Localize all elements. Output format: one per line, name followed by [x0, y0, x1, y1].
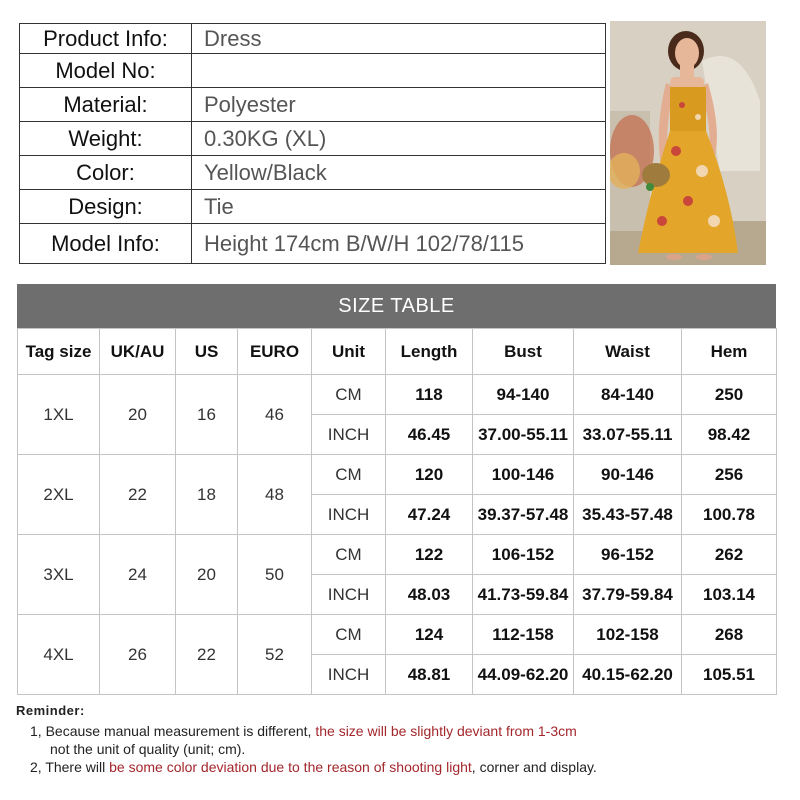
reminder-text: , corner and display.: [471, 759, 597, 775]
uk-size-cell: 26: [100, 615, 176, 695]
tag-size-cell: 4XL: [18, 615, 100, 695]
info-label: Model No:: [20, 54, 192, 88]
bust-cell: 106-152: [473, 535, 574, 575]
uk-size-cell: 22: [100, 455, 176, 535]
table-row: [18, 455, 777, 495]
length-cell: 48.81: [386, 655, 473, 695]
waist-cell: 40.15-62.20: [574, 655, 682, 695]
reminder-line-1-cont: not the unit of quality (unit; cm).: [50, 741, 246, 757]
unit-cell: CM: [312, 455, 386, 495]
bust-cell: 100-146: [473, 455, 574, 495]
hem-cell: 105.51: [682, 655, 777, 695]
product-info-table: [19, 23, 606, 264]
euro-size-cell: 50: [238, 535, 312, 615]
table-row: [18, 375, 777, 415]
euro-size-cell: 48: [238, 455, 312, 535]
unit-cell: INCH: [312, 415, 386, 455]
header-cell: UK/AU: [100, 329, 176, 375]
header-cell: EURO: [238, 329, 312, 375]
waist-cell: 90-146: [574, 455, 682, 495]
info-row-weight: [20, 122, 606, 156]
reminder-text: 1, Because manual measurement is different,: [30, 723, 316, 739]
bust-cell: 44.09-62.20: [473, 655, 574, 695]
size-table-section: [17, 284, 776, 695]
bust-cell: 39.37-57.48: [473, 495, 574, 535]
hem-cell: 268: [682, 615, 777, 655]
unit-cell: INCH: [312, 655, 386, 695]
header-cell: Waist: [574, 329, 682, 375]
info-value: Height 174cm B/W/H 102/78/115: [192, 224, 606, 264]
us-size-cell: 22: [176, 615, 238, 695]
unit-cell: INCH: [312, 575, 386, 615]
model-photo: [610, 21, 766, 265]
info-label: Product Info:: [20, 24, 192, 54]
header-cell: US: [176, 329, 238, 375]
euro-size-cell: 52: [238, 615, 312, 695]
uk-size-cell: 20: [100, 375, 176, 455]
unit-cell: CM: [312, 375, 386, 415]
length-cell: 124: [386, 615, 473, 655]
us-size-cell: 16: [176, 375, 238, 455]
info-value: Yellow/Black: [192, 156, 606, 190]
hem-cell: 103.14: [682, 575, 777, 615]
length-cell: 47.24: [386, 495, 473, 535]
info-row-color: [20, 156, 606, 190]
reminder-highlight: be some color deviation due to the reason of shooting light: [109, 759, 472, 775]
tag-size-cell: 2XL: [18, 455, 100, 535]
length-cell: 120: [386, 455, 473, 495]
size-header-row: [18, 329, 777, 375]
tag-size-cell: 1XL: [18, 375, 100, 455]
info-label: Color:: [20, 156, 192, 190]
header-cell: Hem: [682, 329, 777, 375]
info-label: Weight:: [20, 122, 192, 156]
uk-size-cell: 24: [100, 535, 176, 615]
hem-cell: 256: [682, 455, 777, 495]
unit-cell: INCH: [312, 495, 386, 535]
bust-cell: 37.00-55.11: [473, 415, 574, 455]
waist-cell: 37.79-59.84: [574, 575, 682, 615]
header-cell: Length: [386, 329, 473, 375]
hem-cell: 100.78: [682, 495, 777, 535]
info-row-model-no: [20, 54, 606, 88]
info-label: Material:: [20, 88, 192, 122]
length-cell: 48.03: [386, 575, 473, 615]
reminder-heading: Reminder:: [16, 703, 85, 718]
table-row: [18, 535, 777, 575]
unit-cell: CM: [312, 535, 386, 575]
info-label: Model Info:: [20, 224, 192, 264]
hem-cell: 262: [682, 535, 777, 575]
reminder-highlight: the size will be slightly deviant from 1-3cm: [315, 723, 577, 739]
waist-cell: 33.07-55.11: [574, 415, 682, 455]
reminder-section: [16, 703, 786, 777]
tag-size-cell: 3XL: [18, 535, 100, 615]
size-table-title: SIZE TABLE: [17, 284, 776, 328]
hem-cell: 250: [682, 375, 777, 415]
info-value: Polyester: [192, 88, 606, 122]
header-cell: Unit: [312, 329, 386, 375]
bust-cell: 41.73-59.84: [473, 575, 574, 615]
us-size-cell: 20: [176, 535, 238, 615]
bust-cell: 112-158: [473, 615, 574, 655]
info-value: Dress: [192, 24, 606, 54]
size-table: [17, 328, 777, 695]
length-cell: 122: [386, 535, 473, 575]
reminder-line-1: [16, 722, 786, 741]
info-row-material: [20, 88, 606, 122]
bust-cell: 94-140: [473, 375, 574, 415]
waist-cell: 84-140: [574, 375, 682, 415]
info-label: Design:: [20, 190, 192, 224]
model-illustration: [610, 21, 766, 265]
info-value: Tie: [192, 190, 606, 224]
waist-cell: 96-152: [574, 535, 682, 575]
info-row-design: [20, 190, 606, 224]
euro-size-cell: 46: [238, 375, 312, 455]
info-value: [192, 54, 606, 88]
unit-cell: CM: [312, 615, 386, 655]
waist-cell: 35.43-57.48: [574, 495, 682, 535]
reminder-text: 2, There will: [30, 759, 110, 775]
hem-cell: 98.42: [682, 415, 777, 455]
info-row-product: [20, 24, 606, 54]
info-value: 0.30KG (XL): [192, 122, 606, 156]
header-cell: Tag size: [18, 329, 100, 375]
waist-cell: 102-158: [574, 615, 682, 655]
info-row-model-info: [20, 224, 606, 264]
reminder-line-2: [16, 758, 786, 777]
length-cell: 46.45: [386, 415, 473, 455]
length-cell: 118: [386, 375, 473, 415]
us-size-cell: 18: [176, 455, 238, 535]
table-row: [18, 615, 777, 655]
header-cell: Bust: [473, 329, 574, 375]
